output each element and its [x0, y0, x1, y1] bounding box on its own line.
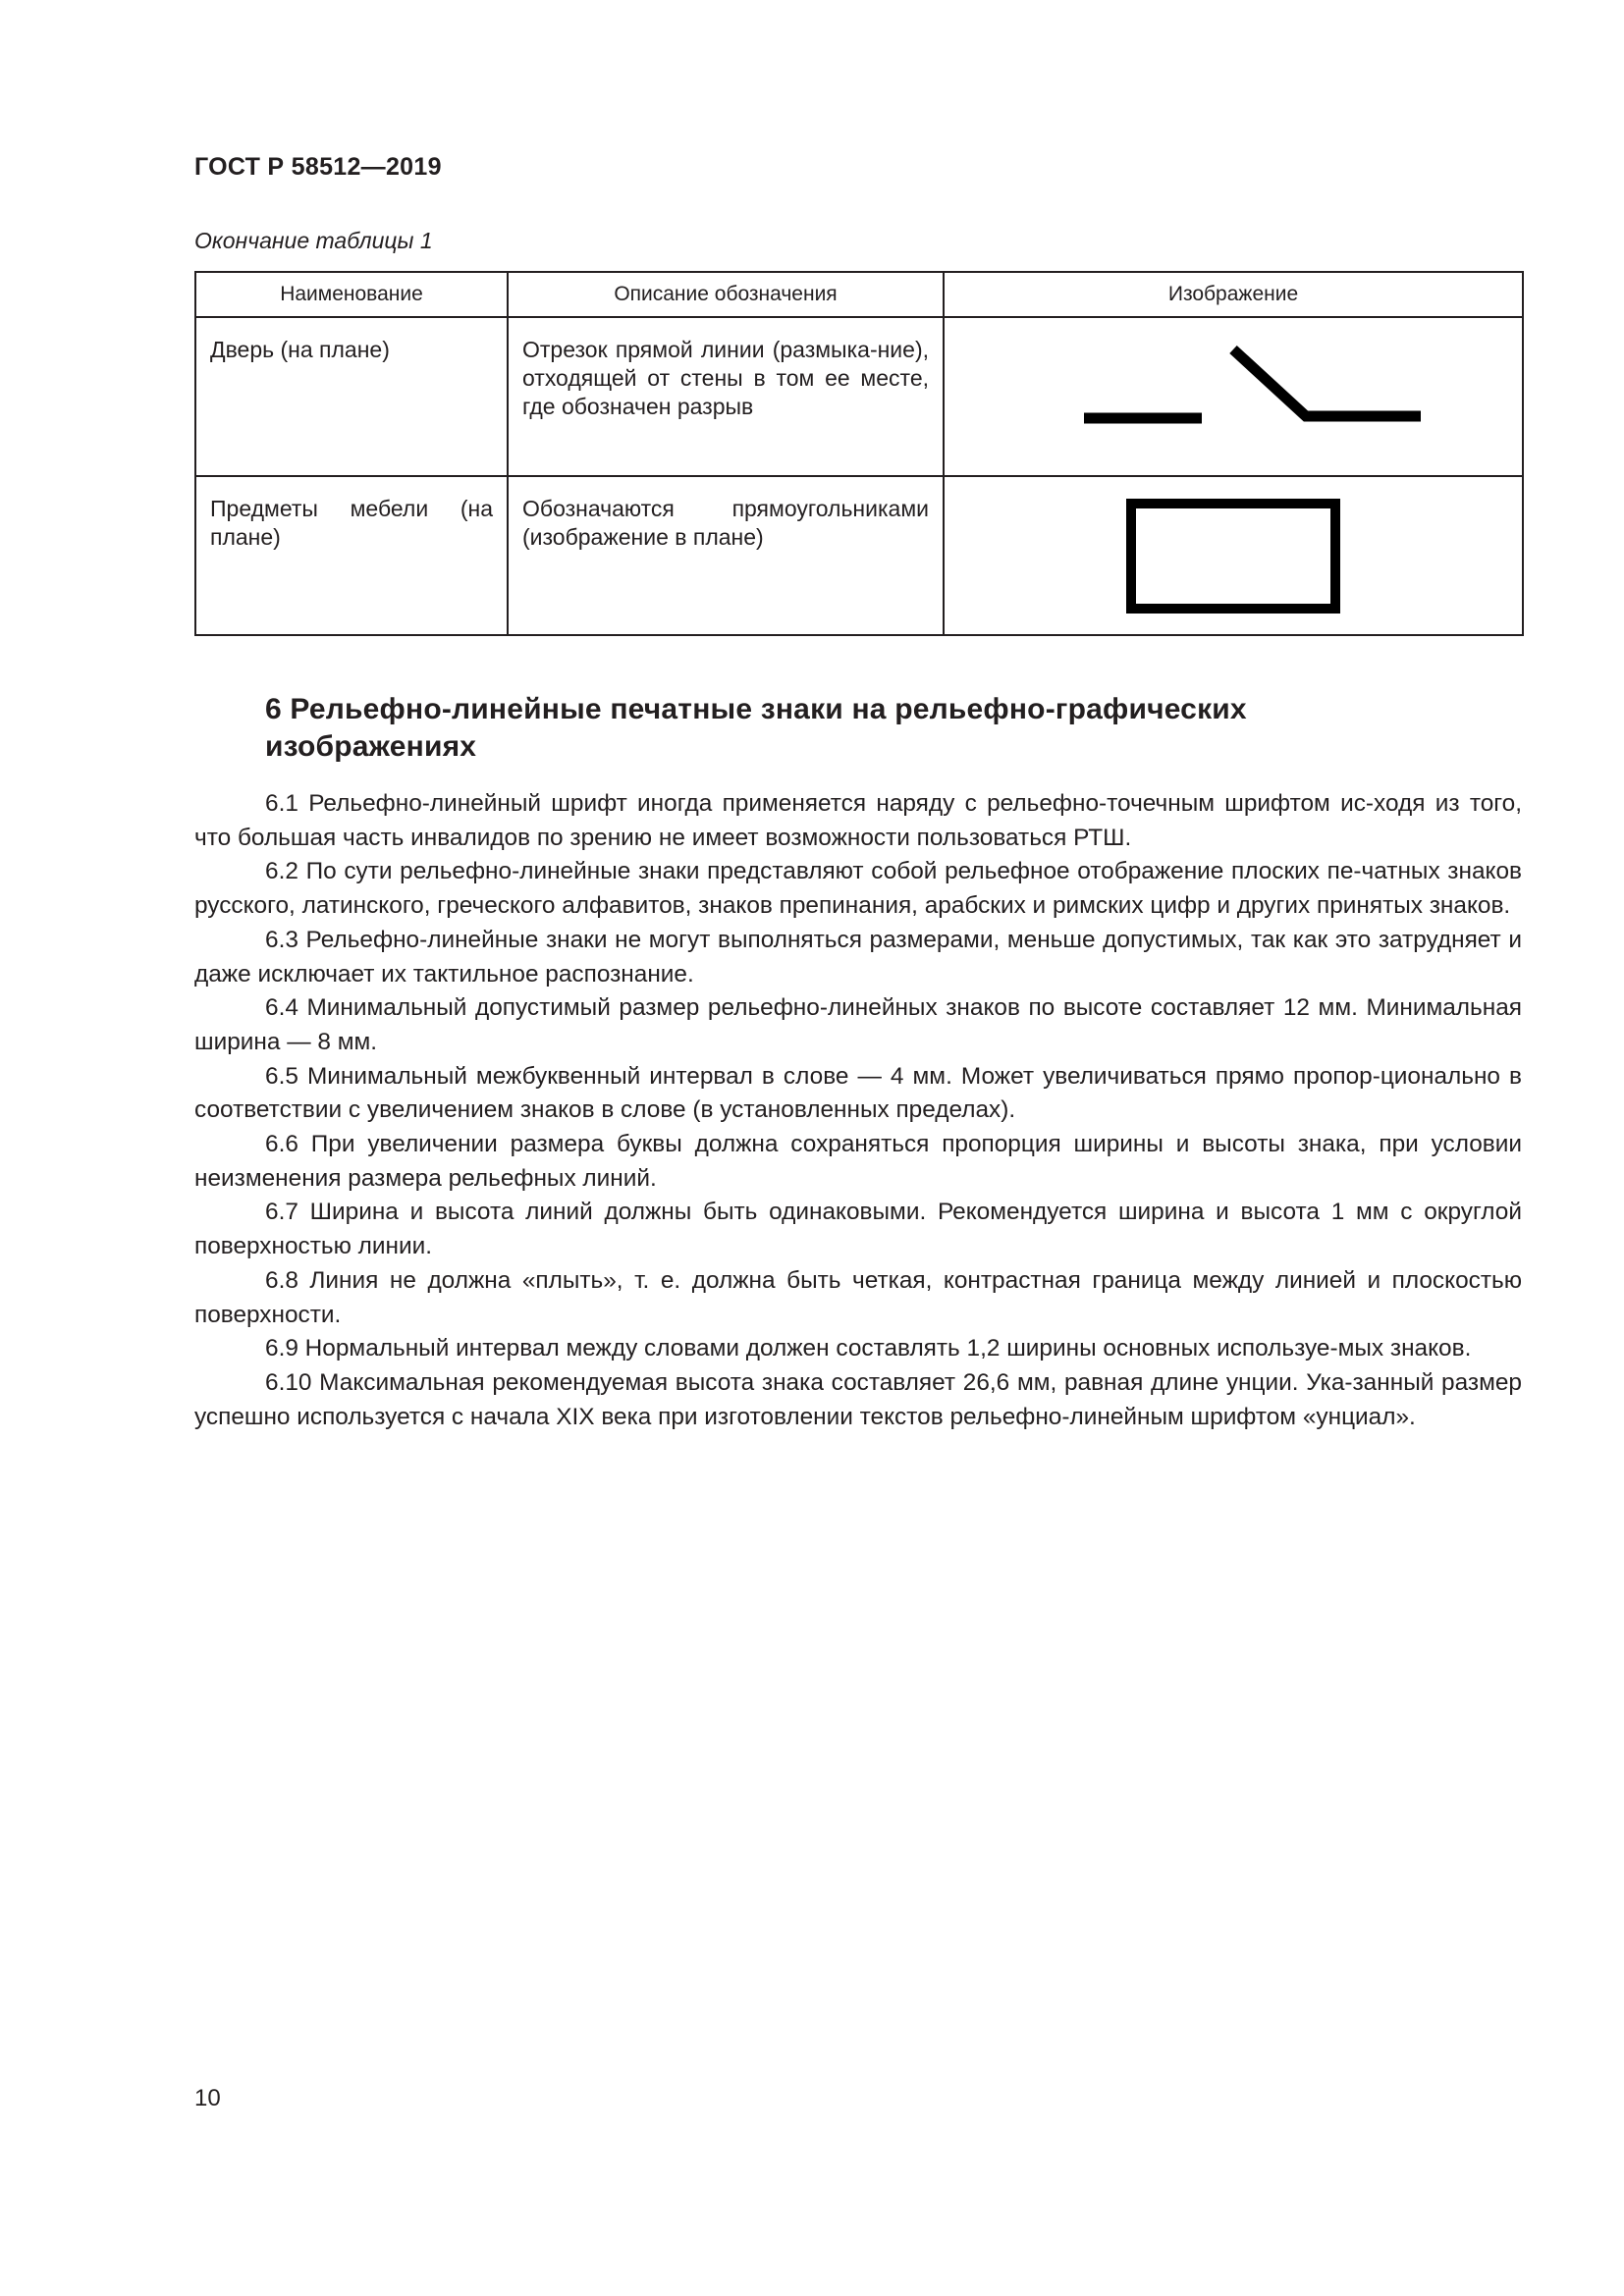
- row-image-cell: [944, 476, 1523, 635]
- row-name-cell: Предметы мебели (на плане): [195, 476, 508, 635]
- column-header-image: Изображение: [944, 272, 1523, 317]
- paragraph: 6.6 При увеличении размера буквы должна сохраняться пропорция ширины и высоты знака, при условии неизменения размера рельефных линий.: [194, 1131, 1522, 1192]
- table-caption: Окончание таблицы 1: [194, 228, 433, 253]
- table-header-row: [195, 272, 1523, 317]
- section-title: 6 Рельефно-линейные печатные знаки на рельефно-графических изображениях: [265, 693, 1247, 763]
- paragraph: 6.9 Нормальный интервал между словами должен составлять 1,2 ширины основных используе-мых знаков.: [265, 1335, 1472, 1362]
- document-header: ГОСТ Р 58512—2019: [194, 153, 442, 181]
- row-name-cell: Дверь (на плане): [195, 317, 508, 476]
- paragraph: 6.10 Максимальная рекомендуемая высота знака составляет 26,6 мм, равная длине унции. Ука-занный размер успешно используется с начала XIX века при изготовлении текстов рельефно-линейным шрифтом «унциал».: [194, 1368, 1522, 1430]
- symbols-table: [194, 271, 1524, 636]
- furniture-rectangle-symbol-icon: [945, 477, 1522, 634]
- paragraph: 6.5 Минимальный межбуквенный интервал в слове — 4 мм. Может увеличиваться прямо пропор-ционально в соответствии с увеличением знаков в слове (в установленных пределах).: [194, 1062, 1522, 1124]
- paragraph: 6.2 По сути рельефно-линейные знаки представляют собой рельефное отображение плоских пе-чатных знаков русского, латинского, греческого алфавитов, знаков препинания, арабских и римских цифр и других принятых знаков.: [194, 858, 1522, 920]
- paragraph: 6.8 Линия не должна «плыть», т. е. должна быть четкая, контрастная граница между линией и плоскостью поверхности.: [194, 1266, 1522, 1328]
- door-plan-symbol-icon: [945, 318, 1522, 475]
- table-row: [195, 317, 1523, 476]
- paragraph: 6.4 Минимальный допустимый размер рельефно-линейных знаков по высоте составляет 12 мм. Минимальная ширина — 8 мм.: [194, 994, 1522, 1055]
- section-body: [194, 787, 1522, 1434]
- row-description-cell: Отрезок прямой линии (размыка-ние), отходящей от стены в том ее месте, где обозначен разрыв: [508, 317, 944, 476]
- page-number: 10: [194, 2085, 221, 2111]
- column-header-description: Описание обозначения: [508, 272, 944, 317]
- row-image-cell: [944, 317, 1523, 476]
- paragraph: 6.7 Ширина и высота линий должны быть одинаковыми. Рекомендуется ширина и высота 1 мм с округлой поверхностью линии.: [194, 1199, 1522, 1260]
- table-row: [195, 476, 1523, 635]
- paragraph: 6.1 Рельефно-линейный шрифт иногда применяется наряду с рельефно-точечным шрифтом ис-ходя из того, что большая часть инвалидов по зрению не имеет возможности пользоваться РТШ.: [194, 790, 1522, 851]
- row-description-cell: Обозначаются прямоугольниками (изображение в плане): [508, 476, 944, 635]
- paragraph: 6.3 Рельефно-линейные знаки не могут выполняться размерами, меньше допустимых, так как это затрудняет и даже исключает их тактильное распознание.: [194, 926, 1522, 988]
- column-header-name: Наименование: [195, 272, 508, 317]
